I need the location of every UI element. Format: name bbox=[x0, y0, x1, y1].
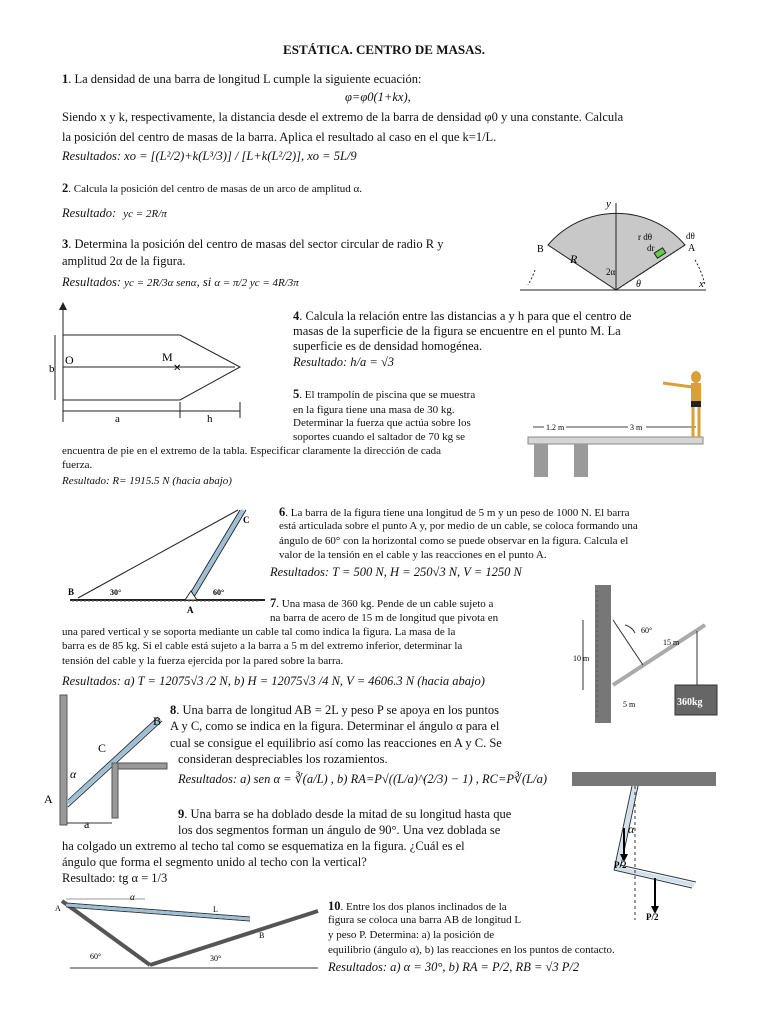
problem-5 bbox=[293, 387, 513, 402]
label-dtheta: dθ bbox=[686, 231, 695, 241]
problem-4-text2: masas de la superficie de la figura se encuentre en el punto M. La bbox=[293, 324, 621, 338]
problem-10-line: figura se coloca una barra AB de longitud L bbox=[328, 914, 522, 926]
angle-30: 30° bbox=[110, 588, 122, 597]
result-formula-1: yc = 2R/3α senα bbox=[124, 277, 197, 289]
bent-bar-figure bbox=[570, 770, 720, 930]
label-A: A bbox=[688, 243, 696, 254]
angle-60: 60° bbox=[90, 952, 102, 961]
problem-6-result: Resultados: T = 500 N, H = 250√3 N, V = 1250 N bbox=[270, 565, 522, 579]
bar-edge bbox=[194, 510, 246, 597]
shape-figure bbox=[45, 300, 255, 430]
problem-3 bbox=[62, 237, 512, 252]
rod-edge bbox=[66, 903, 250, 917]
label-alpha: α bbox=[130, 892, 135, 902]
label-a: a bbox=[84, 817, 90, 831]
problem-text: . La barra de la figura tiene una longitud de 5 m y un peso de 1000 N. El barra bbox=[285, 507, 630, 519]
board bbox=[528, 437, 703, 444]
problem-3-result bbox=[62, 275, 482, 291]
problem-5-line: fuerza. bbox=[62, 459, 93, 471]
problem-5-line: soportes cuando el saltador de 70 kg se bbox=[293, 431, 465, 443]
problem-8 bbox=[170, 703, 580, 718]
problem-number: 5 bbox=[293, 387, 300, 401]
ceiling bbox=[572, 772, 716, 786]
step-side bbox=[112, 763, 118, 818]
label-A: A bbox=[55, 904, 61, 913]
dim-2: 3 m bbox=[630, 423, 643, 432]
wall-bar-figure bbox=[575, 585, 720, 725]
sector-figure bbox=[500, 195, 720, 295]
angle-arc bbox=[625, 625, 635, 633]
problem-number: 6 bbox=[279, 505, 286, 519]
problem-number: 8 bbox=[170, 703, 177, 717]
problem-10-line: y peso P. Determina: a) la posición de bbox=[328, 929, 495, 941]
label-B: B bbox=[537, 244, 544, 255]
problem-8-line: cual se consigue el equilibrio así como las reacciones en A y C. Se bbox=[170, 736, 502, 750]
problem-8-result: Resultados: a) sen α = ∛(a/L) , b) RA=P√((L/a)^(2/3) − 1) , RC=P∛(L/a) bbox=[178, 772, 548, 786]
y-arrow bbox=[59, 302, 67, 310]
problem-7 bbox=[270, 596, 560, 611]
label-dr: dr bbox=[647, 243, 655, 253]
problem-9-line: los dos segmentos forman un ángulo de 90°. Una vez doblada se bbox=[178, 823, 501, 837]
problem-1-text3: la posición del centro de masas de la barra. Aplica el resultado al caso en el que k=1/L. bbox=[62, 130, 497, 144]
problem-text: . Calcula la posición del centro de masas de un arco de amplitud α. bbox=[68, 183, 363, 195]
result-label: Resultados: bbox=[62, 275, 122, 289]
problem-4-text3: superficie es de densidad homogénea. bbox=[293, 339, 483, 353]
problem-4 bbox=[293, 309, 713, 324]
problem-1-result: Resultados: xo = [(L²/2)+k(L³/3)] / [L+k(L²/2)], xo = 5L/9 bbox=[62, 149, 357, 163]
problem-4-result: Resultado: h/a = √3 bbox=[293, 355, 395, 369]
problem-7-line: na barra de acero de 15 m de longitud que pivota en bbox=[270, 612, 499, 624]
angle-60: 60° bbox=[213, 588, 225, 597]
problem-6-line: está articulada sobre el punto A y, por medio de un cable, se coloca formando una bbox=[279, 520, 638, 532]
problem-number: 9 bbox=[178, 807, 185, 821]
problem-text: . Entre los dos planos inclinados de la bbox=[340, 901, 507, 913]
problem-9 bbox=[178, 807, 568, 822]
segment-2-edge bbox=[620, 865, 696, 882]
label-p2: P/2 bbox=[646, 912, 659, 922]
problem-6-line: valor de la tensión en el cable y las reacciones en el punto A. bbox=[279, 549, 547, 561]
problem-7-result: Resultados: a) T = 12075√3 /2 N, b) H = 12075√3 /4 N, V = 4606.3 N (hacia abajo) bbox=[62, 674, 485, 688]
page-title: ESTÁTICA. CENTRO DE MASAS. bbox=[283, 42, 485, 57]
problem-9-result: Resultado: tg α = 1/3 bbox=[62, 871, 168, 885]
problem-10-result: Resultados: a) α = 30°, b) RA = P/2, RB = √3 P/2 bbox=[328, 960, 580, 974]
problem-text: . Una barra de longitud AB = 2L y peso P se apoya en los puntos bbox=[176, 703, 499, 717]
label-B: B bbox=[153, 714, 162, 728]
point-M: ✕ bbox=[173, 363, 182, 374]
problem-5-line: Determinar la fuerza que actúa sobre los bbox=[293, 417, 471, 429]
problem-5-result: Resultado: R= 1915.5 N (hacia abajo) bbox=[62, 475, 232, 487]
problem-1-text2: Siendo x y k, respectivamente, la distancia desde el extremo de la barra de densidad φ0 y una constante. Calcula bbox=[62, 110, 624, 124]
result-formula: yc = 2R/π bbox=[123, 208, 167, 220]
problem-10-line: equilibrio (ángulo α), b) las reacciones en los puntos de contacto. bbox=[328, 944, 615, 956]
inclined-planes-figure bbox=[50, 893, 325, 973]
label-M: M bbox=[162, 350, 173, 364]
problem-1-formula: φ=φ0(1+kx), bbox=[345, 90, 411, 104]
problem-text: . Una masa de 360 kg. Pende de un cable sujeto a bbox=[276, 598, 494, 610]
result-label: Resultado: bbox=[62, 206, 117, 220]
bar-fill bbox=[191, 510, 243, 597]
label-O: O bbox=[65, 353, 74, 367]
problem-number: 1 bbox=[62, 72, 69, 86]
problem-7-line: una pared vertical y se soporta mediante un cable tal como indica la figura. La masa de la bbox=[62, 626, 456, 638]
label-r: r dθ bbox=[638, 232, 653, 242]
label-L: L bbox=[213, 905, 218, 914]
problem-1 bbox=[62, 72, 702, 87]
label-60: 60° bbox=[641, 626, 653, 635]
label-R: R bbox=[570, 252, 578, 266]
problem-number: 2 bbox=[62, 181, 69, 195]
cable bbox=[613, 620, 643, 665]
label-B: B bbox=[68, 587, 75, 597]
rod-edge bbox=[66, 907, 250, 921]
diver-arm bbox=[663, 383, 692, 387]
support-2 bbox=[574, 444, 588, 477]
problem-3-text2: amplitud 2α de la figura. bbox=[62, 254, 186, 268]
label-B: B bbox=[259, 931, 265, 940]
problem-number: 10 bbox=[328, 899, 341, 913]
label-x: x bbox=[699, 278, 704, 290]
bar-support-figure bbox=[40, 695, 175, 830]
problem-number: 7 bbox=[270, 596, 277, 610]
diver-head bbox=[691, 371, 701, 383]
label-A: A bbox=[187, 605, 194, 615]
support-1 bbox=[534, 444, 548, 477]
step-top bbox=[112, 763, 167, 769]
label-y: y bbox=[606, 198, 611, 210]
arc-dash-left bbox=[528, 270, 535, 285]
rod-fill bbox=[66, 905, 250, 919]
label-15m: 15 m bbox=[663, 638, 680, 647]
bar-cable-figure bbox=[60, 505, 275, 615]
problem-5-line: encuentra de pie en el extremo de la tabla. Especificar claramente la dirección de cada bbox=[62, 445, 441, 457]
problem-text: . La densidad de una barra de longitud L cumple la siguiente ecuación: bbox=[68, 72, 422, 86]
problem-6 bbox=[279, 505, 714, 520]
problem-8-line: A y C, como se indica en la figura. Determinar el ángulo α para el bbox=[170, 719, 500, 733]
problem-text: . Determina la posición del centro de masas del sector circular de radio R y bbox=[68, 237, 444, 251]
label-h: h bbox=[207, 413, 213, 425]
problem-2 bbox=[62, 181, 502, 196]
problem-8-line: consideran despreciables los rozamientos. bbox=[178, 752, 388, 766]
problem-5-line: en la figura tiene una masa de 30 kg. bbox=[293, 404, 455, 416]
problem-text: . Una barra se ha doblado desde la mitad de su longitud hasta que bbox=[184, 807, 512, 821]
label-A: A bbox=[44, 792, 53, 806]
left-wall bbox=[60, 695, 67, 825]
steel-bar bbox=[613, 625, 705, 685]
label-2alpha: 2α bbox=[606, 267, 616, 277]
label-alpha: α bbox=[628, 822, 635, 836]
problem-text: . Calcula la relación entre las distancias a y h para que el centro de bbox=[299, 309, 632, 323]
problem-6-line: ángulo de 60° con la horizontal como se puede observar en la figura. Calcula el bbox=[279, 535, 629, 547]
label-alpha: α bbox=[70, 767, 77, 781]
problem-9-line: ángulo que forma el segmento unido al techo con la vertical? bbox=[62, 855, 367, 869]
diver-suit bbox=[691, 401, 701, 407]
problem-2-result bbox=[62, 206, 167, 222]
label-p1: P/2 bbox=[614, 860, 627, 870]
problem-text: . El trampolín de piscina que se muestra bbox=[299, 389, 476, 401]
dim-1: 1.2 m bbox=[546, 423, 565, 432]
result-mid: , si bbox=[196, 275, 212, 289]
problem-10 bbox=[328, 899, 568, 914]
problem-7-line: tensión del cable y la fuerza ejercida por la pared sobre la barra. bbox=[62, 655, 344, 667]
label-10m: 10 m bbox=[573, 654, 590, 663]
problem-7-line: barra es de 85 kg. Si el cable está sujeto a la barra a 5 m del extremo inferior, determinar la bbox=[62, 640, 463, 652]
angle-30: 30° bbox=[210, 954, 222, 963]
problem-9-line: ha colgado un extremo al techo tal como se esquematiza en la figura. ¿Cuál es el bbox=[62, 839, 465, 853]
problem-number: 4 bbox=[293, 309, 300, 323]
result-formula-2: α = π/2 yc = 4R/3π bbox=[214, 277, 299, 289]
label-5m: 5 m bbox=[623, 700, 636, 709]
label-mass: 360kg bbox=[677, 697, 703, 708]
diving-board-figure bbox=[518, 365, 718, 483]
label-a: a bbox=[115, 413, 120, 425]
label-C: C bbox=[243, 515, 250, 525]
label-b: b bbox=[49, 363, 55, 375]
problem-number: 3 bbox=[62, 237, 69, 251]
label-theta: θ bbox=[636, 279, 641, 290]
label-C: C bbox=[98, 741, 107, 755]
